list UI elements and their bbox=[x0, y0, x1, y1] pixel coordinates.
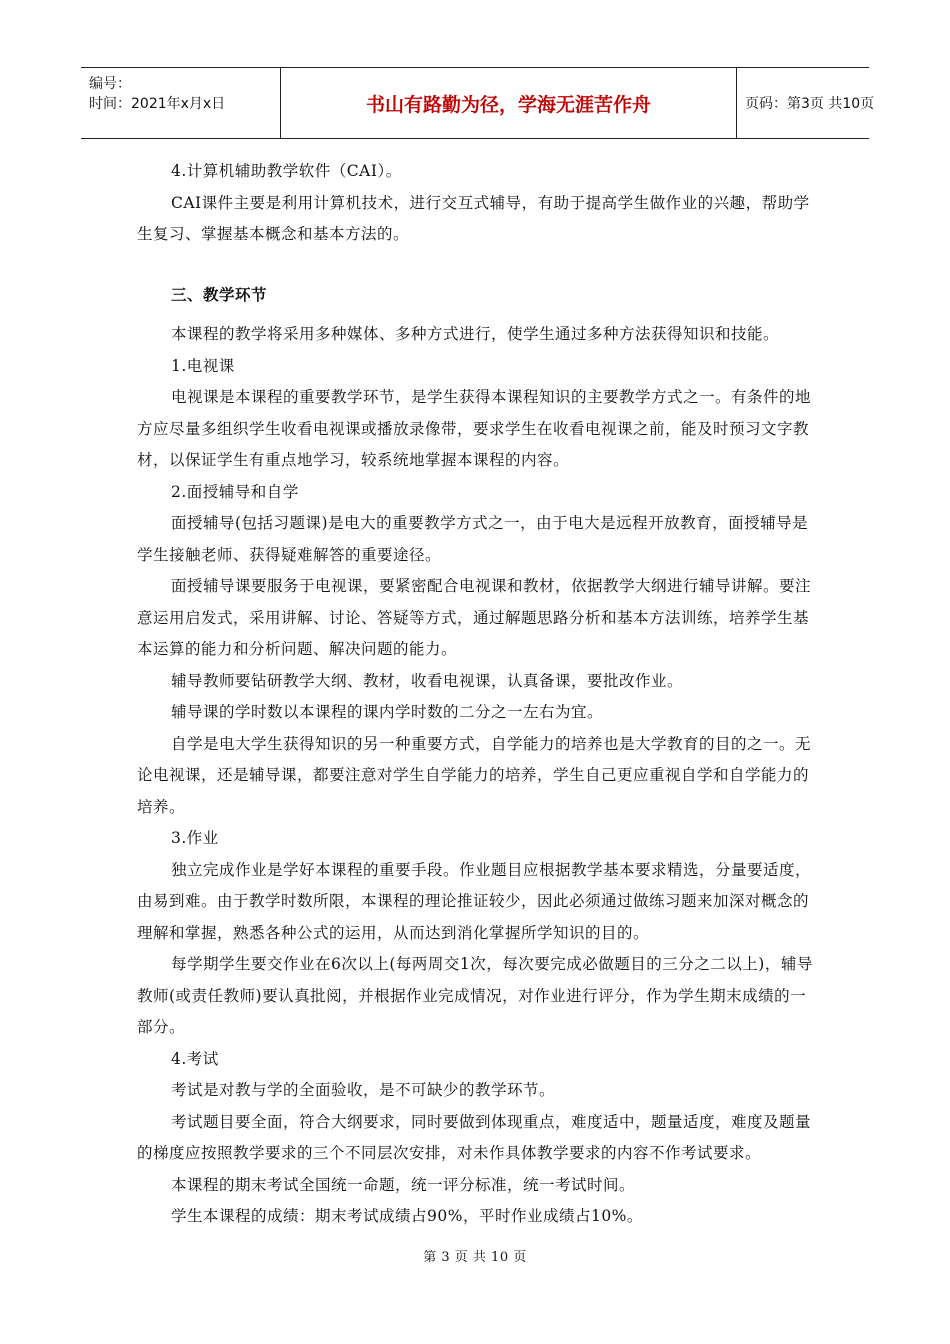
paragraph-homework-2: 每学期学生要交作业在6次以上(每两周交1次，每次要完成必做题目的三分之二以上)，辅导教师(或责任教师)要认真批阅，并根据作业完成情况，对作业进行评分，作为学生期末成绩的一部分。 bbox=[137, 955, 813, 1036]
item-heading-tv: 1.电视课 bbox=[171, 356, 235, 375]
page-header bbox=[81, 67, 875, 139]
header-page-label: 页码：第3页 共10页 bbox=[745, 96, 875, 112]
header-motto: 书山有路勤为径，学海无涯苦作舟 bbox=[281, 68, 737, 138]
paragraph-exam-1: 考试是对教与学的全面验收，是不可缺少的教学环节。 bbox=[171, 1081, 556, 1099]
document-body bbox=[137, 156, 817, 1233]
item-heading-cai: 4.计算机辅助教学软件（CAI）。 bbox=[171, 162, 402, 180]
header-info-cell bbox=[81, 68, 281, 138]
page-footer: 第 3 页 共 10 页 bbox=[423, 1250, 527, 1265]
paragraph-tutoring-4: 辅导课的学时数以本课程的课内学时数的二分之一左右为宜。 bbox=[171, 703, 604, 721]
item-heading-tutoring: 2.面授辅导和自学 bbox=[171, 482, 299, 501]
document-date-label: 时间：2021年x月x日 bbox=[89, 96, 226, 112]
section-heading-teaching: 三、教学环节 bbox=[171, 285, 268, 304]
document-number-label: 编号： bbox=[89, 76, 131, 92]
paragraph-exam-2: 考试题目要全面，符合大纲要求，同时要做到体现重点，难度适中，题量适度，难度及题量的梯度应按照教学要求的三个不同层次安排，对未作具体教学要求的内容不作考试要求。 bbox=[137, 1112, 812, 1162]
paragraph-homework-1: 独立完成作业是学好本课程的重要手段。作业题目应根据教学基本要求精选，分量要适度，由易到难。由于教学时数所限，本课程的理论推证较少，因此必须通过做练习题来加深对概念的理解和掌握，熟悉各种公式的运用，从而达到消化掌握所学知识的目的。 bbox=[137, 860, 812, 942]
item-heading-homework: 3.作业 bbox=[171, 829, 219, 847]
item-heading-exam: 4.考试 bbox=[171, 1049, 219, 1068]
paragraph-cai: CAI课件主要是利用计算机技术，进行交互式辅导，有助于提高学生做作业的兴趣，帮助学生复习、掌握基本概念和基本方法的。 bbox=[137, 193, 810, 243]
paragraph-exam-4: 学生本课程的成绩：期末考试成绩占90%，平时作业成绩占10%。 bbox=[171, 1207, 643, 1225]
paragraph-tutoring-1: 面授辅导(包括习题课)是电大的重要教学方式之一，由于电大是远程开放教育，面授辅导是学生接触老师、获得疑难解答的重要途径。 bbox=[137, 514, 809, 564]
paragraph-tutoring-2: 面授辅导课要服务于电视课，要紧密配合电视课和教材，依据教学大纲进行辅导讲解。要注意运用启发式，采用讲解、讨论、答疑等方式，通过解题思路分析和基本方法训练，培养学生基本运算的能力和分析问题、解决问题的能力。 bbox=[137, 577, 812, 658]
paragraph-tv: 电视课是本课程的重要教学环节，是学生获得本课程知识的主要教学方式之一。有条件的地方应尽量多组织学生收看电视课或播放录像带，要求学生在收看电视课之前，能及时预习文字教材，以保证学生有重点地学习，较系统地掌握本课程的内容。 bbox=[137, 388, 812, 469]
paragraph-exam-3: 本课程的期末考试全国统一命题，统一评分标准，统一考试时间。 bbox=[171, 1175, 636, 1194]
paragraph-self-study: 自学是电大学生获得知识的另一种重要方式，自学能力的培养也是大学教育的目的之一。无论电视课，还是辅导课，都要注意对学生自学能力的培养，学生自己更应重视自学和自学能力的培养。 bbox=[137, 734, 812, 816]
paragraph-intro: 本课程的教学将采用多种媒体、多种方式进行，使学生通过多种方法获得知识和技能。 bbox=[171, 325, 780, 343]
paragraph-tutoring-3: 辅导教师要钻研教学大纲、教材，收看电视课，认真备课，要批改作业。 bbox=[171, 671, 684, 690]
